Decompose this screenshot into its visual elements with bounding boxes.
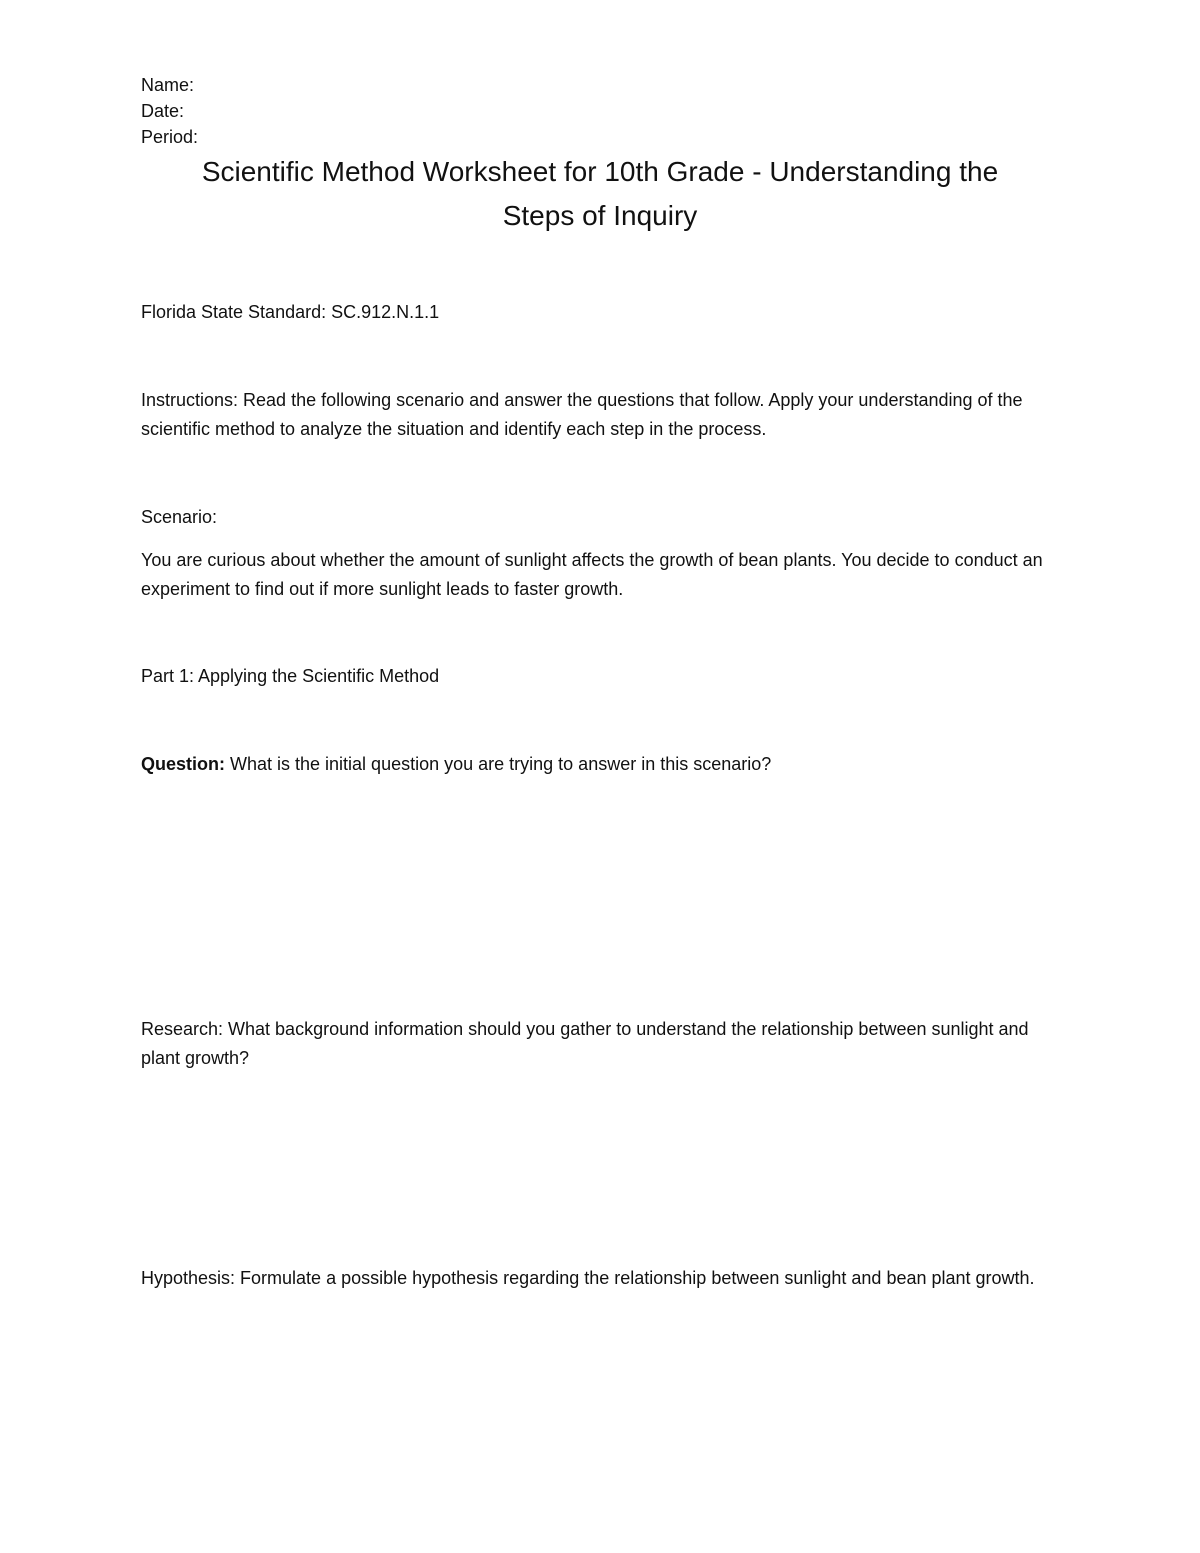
page-title-line-1: Scientific Method Worksheet for 10th Grade - Understanding the	[201, 156, 999, 187]
page-title-line-2: Steps of Inquiry	[502, 200, 698, 231]
hypothesis-prompt: Hypothesis: Formulate a possible hypothesis regarding the relationship between sunlight and bean plant growth.	[141, 1268, 1035, 1288]
question-prompt	[141, 750, 771, 779]
name-label: Name:	[141, 75, 195, 95]
scenario-label: Scenario:	[141, 507, 218, 527]
question-label: Question:	[141, 754, 225, 774]
scenario-paragraph: You are curious about whether the amount of sunlight affects the growth of bean plants. You decide to conduct an experiment to find out if more sunlight leads to faster growth.	[141, 550, 1043, 599]
state-standard: Florida State Standard: SC.912.N.1.1	[141, 302, 440, 322]
question-text: What is the initial question you are trying to answer in this scenario?	[225, 754, 772, 774]
page-title	[100, 150, 1100, 238]
part1-heading: Part 1: Applying the Scientific Method	[141, 666, 440, 686]
instructions-paragraph: Instructions: Read the following scenario and answer the questions that follow. Apply your understanding of the scientific method to analyze the situation and identify each step in the process.	[141, 390, 1023, 439]
date-label: Date:	[141, 101, 185, 121]
research-prompt: Research: What background information should you gather to understand the relationship between sunlight and plant growth?	[141, 1019, 1029, 1068]
period-label: Period:	[141, 127, 199, 147]
